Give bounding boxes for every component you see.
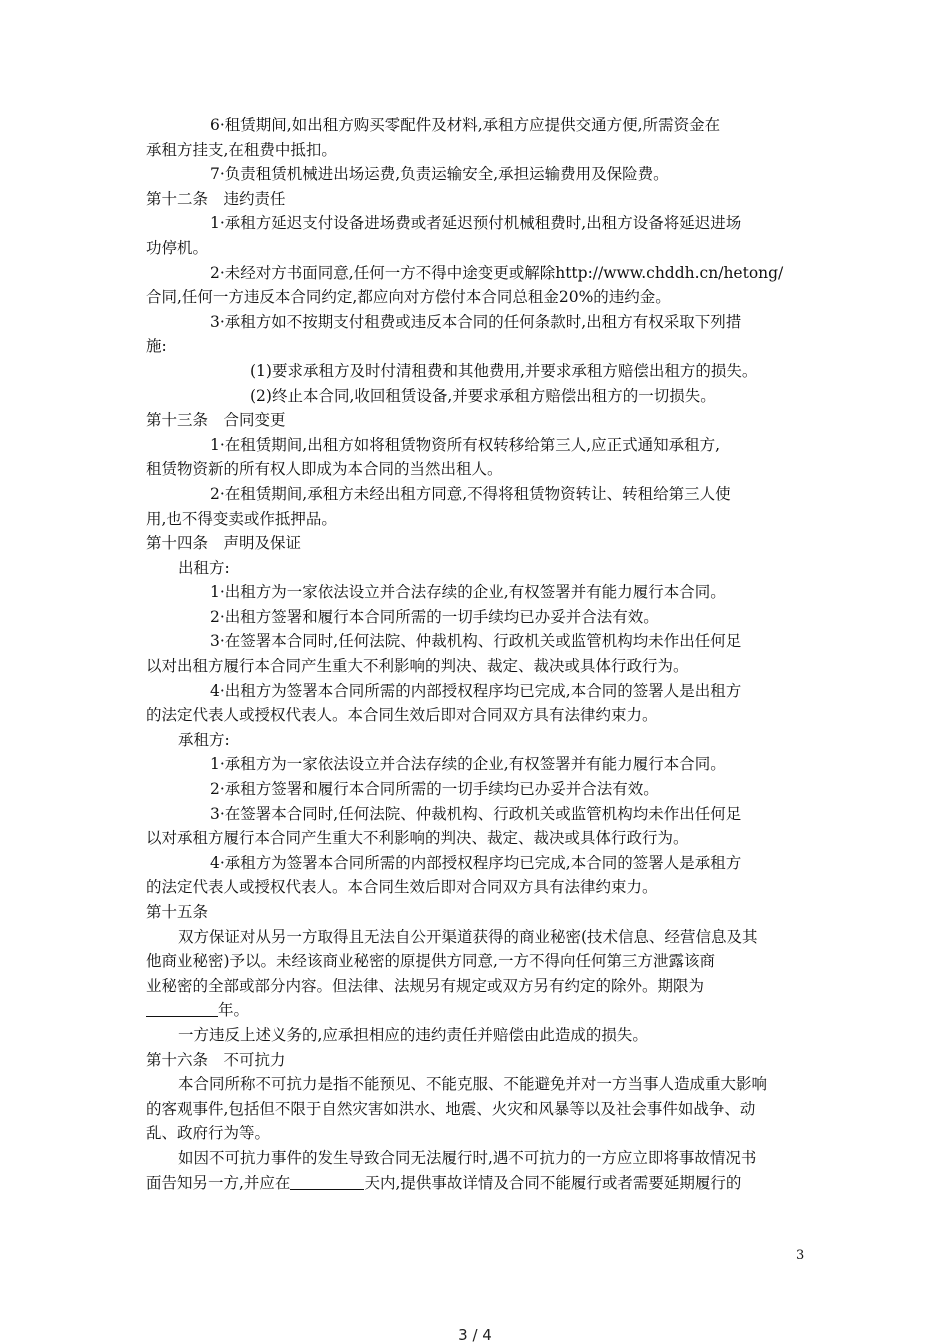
line-text: (2)终止本合同,收回租赁设备,并要求承租方赔偿出租方的一切损失。 bbox=[250, 386, 716, 405]
text-line bbox=[146, 138, 806, 163]
text-line bbox=[146, 359, 806, 384]
text-line bbox=[146, 1097, 806, 1122]
text-line bbox=[146, 1121, 806, 1146]
text-line bbox=[146, 802, 806, 827]
text-line bbox=[146, 703, 806, 728]
text-line bbox=[146, 334, 806, 359]
text-line bbox=[146, 752, 806, 777]
line-text: 的法定代表人或授权代表人。本合同生效后即对合同双方具有法律约束力。 bbox=[146, 706, 658, 725]
text-line bbox=[146, 162, 806, 187]
text-line bbox=[146, 482, 806, 507]
line-text: 的客观事件,包括但不限于自然灾害如洪水、地震、火灾和风暴等以及社会事件如战争、动 bbox=[146, 1099, 756, 1118]
line-text: 本合同所称不可抗力是指不能预见、不能克服、不能避免并对一方当事人造成重大影响 bbox=[178, 1075, 768, 1094]
text-line bbox=[146, 580, 806, 605]
line-text: 1·在租赁期间,出租方如将租赁物资所有权转移给第三人,应正式通知承租方, bbox=[210, 435, 721, 454]
line-text: 3·在签署本合同时,任何法院、仲裁机构、行政机关或监管机构均未作出任何足 bbox=[210, 632, 742, 651]
line-text: 施: bbox=[146, 337, 167, 356]
text-line bbox=[146, 310, 806, 335]
line-text: 业秘密的全部或部分内容。但法律、法规另有规定或双方另有约定的除外。期限为 bbox=[146, 976, 705, 995]
line-text: 1·承租方延迟支付设备进场费或者延迟预付机械租费时,出租方设备将延迟进场 bbox=[210, 214, 742, 233]
line-text-after-blank: 年。 bbox=[218, 1001, 250, 1020]
line-text: 用,也不得变卖或作抵押品。 bbox=[146, 509, 337, 528]
line-text: 2·承租方签署和履行本合同所需的一切手续均已办妥并合法有效。 bbox=[210, 780, 659, 799]
text-line bbox=[146, 949, 806, 974]
text-line bbox=[146, 285, 806, 310]
line-text: 第十五条 bbox=[146, 903, 209, 921]
text-line bbox=[146, 408, 806, 433]
document-body bbox=[146, 113, 806, 1195]
line-text: 7·负责租赁机械进出场运费,负责运输安全,承担运输费用及保险费。 bbox=[210, 165, 669, 184]
text-line bbox=[146, 556, 806, 581]
text-line bbox=[146, 851, 806, 876]
line-text: 租赁物资新的所有权人即成为本合同的当然出租人。 bbox=[146, 460, 503, 479]
text-line bbox=[146, 925, 806, 950]
text-line bbox=[146, 531, 806, 556]
text-line bbox=[146, 113, 806, 138]
text-line bbox=[146, 433, 806, 458]
text-line bbox=[146, 1072, 806, 1097]
text-line bbox=[146, 728, 806, 753]
line-text: 承租方挂支,在租费中抵扣。 bbox=[146, 140, 337, 159]
text-line bbox=[146, 826, 806, 851]
page-indicator: 3 / 4 bbox=[458, 1326, 492, 1344]
line-text: 双方保证对从另一方取得且无法自公开渠道获得的商业秘密(技术信息、经营信息及其 bbox=[178, 927, 758, 946]
text-line bbox=[146, 900, 806, 925]
line-text: 第十四条 声明及保证 bbox=[146, 534, 302, 553]
fill-in-blank bbox=[146, 998, 218, 1017]
text-line bbox=[146, 1023, 806, 1048]
line-text: 2·未经对方书面同意,任何一方不得中途变更或解除http://www.chddh.cn/hetong/ bbox=[210, 263, 784, 282]
line-text: 的法定代表人或授权代表人。本合同生效后即对合同双方具有法律约束力。 bbox=[146, 878, 658, 897]
text-line bbox=[146, 679, 806, 704]
fill-in-blank bbox=[290, 1171, 364, 1190]
text-line bbox=[146, 261, 806, 286]
line-text: (1)要求承租方及时付清租费和其他费用,并要求承租方赔偿出租方的损失。 bbox=[250, 361, 758, 380]
line-text: 出租方: bbox=[178, 558, 230, 577]
text-line bbox=[146, 384, 806, 409]
line-text: 面告知另一方,并应在 bbox=[146, 1173, 291, 1192]
line-text: 3·承租方如不按期支付租费或违反本合同的任何条款时,出租方有权采取下列措 bbox=[210, 312, 742, 331]
line-text: 4·出租方为签署本合同所需的内部授权程序均已完成,本合同的签署人是出租方 bbox=[210, 681, 742, 700]
text-line bbox=[146, 1171, 806, 1196]
line-text: 6·租赁期间,如出租方购买零配件及材料,承租方应提供交通方便,所需资金在 bbox=[210, 116, 721, 134]
line-text: 第十二条 违约责任 bbox=[146, 189, 286, 208]
line-text: 以对出租方履行本合同产生重大不利影响的判决、裁定、裁决或具体行政行为。 bbox=[146, 657, 689, 676]
text-line bbox=[146, 605, 806, 630]
text-line bbox=[146, 1048, 806, 1073]
line-text-after-blank: 天内,提供事故详情及合同不能履行或者需要延期履行的 bbox=[364, 1173, 742, 1192]
line-text: 以对承租方履行本合同产生重大不利影响的判决、裁定、裁决或具体行政行为。 bbox=[146, 829, 689, 848]
line-text: 1·承租方为一家依法设立并合法存续的企业,有权签署并有能力履行本合同。 bbox=[210, 755, 726, 774]
line-text: 乱、政府行为等。 bbox=[146, 1124, 271, 1143]
line-text: 1·出租方为一家依法设立并合法存续的企业,有权签署并有能力履行本合同。 bbox=[210, 583, 726, 602]
line-text: 第十三条 合同变更 bbox=[146, 411, 286, 430]
text-line bbox=[146, 875, 806, 900]
line-text: 2·出租方签署和履行本合同所需的一切手续均已办妥并合法有效。 bbox=[210, 607, 659, 626]
text-line bbox=[146, 998, 806, 1023]
line-text: 功停机。 bbox=[146, 238, 209, 257]
text-line bbox=[146, 777, 806, 802]
text-line bbox=[146, 654, 806, 679]
text-line bbox=[146, 1146, 806, 1171]
text-line bbox=[146, 187, 806, 212]
line-text: 3·在签署本合同时,任何法院、仲裁机构、行政机关或监管机构均未作出任何足 bbox=[210, 804, 742, 823]
line-text: 合同,任何一方违反本合同约定,都应向对方偿付本合同总租金20%的违约金。 bbox=[146, 288, 671, 307]
text-line bbox=[146, 507, 806, 532]
text-line bbox=[146, 629, 806, 654]
text-line bbox=[146, 974, 806, 999]
line-text: 承租方: bbox=[178, 730, 230, 749]
text-line bbox=[146, 211, 806, 236]
line-text: 第十六条 不可抗力 bbox=[146, 1050, 286, 1069]
line-text: 2·在租赁期间,承租方未经出租方同意,不得将租赁物资转让、转租给第三人使 bbox=[210, 484, 731, 503]
text-line bbox=[146, 236, 806, 261]
line-text: 一方违反上述义务的,应承担相应的违约责任并赔偿由此造成的损失。 bbox=[178, 1025, 648, 1044]
page-number: 3 bbox=[796, 1248, 805, 1263]
text-line bbox=[146, 457, 806, 482]
line-text: 4·承租方为签署本合同所需的内部授权程序均已完成,本合同的签署人是承租方 bbox=[210, 853, 742, 872]
line-text: 他商业秘密)予以。未经该商业秘密的原提供方同意,一方不得向任何第三方泄露该商 bbox=[146, 952, 715, 971]
line-text: 如因不可抗力事件的发生导致合同无法履行时,遇不可抗力的一方应立即将事故情况书 bbox=[178, 1148, 757, 1167]
